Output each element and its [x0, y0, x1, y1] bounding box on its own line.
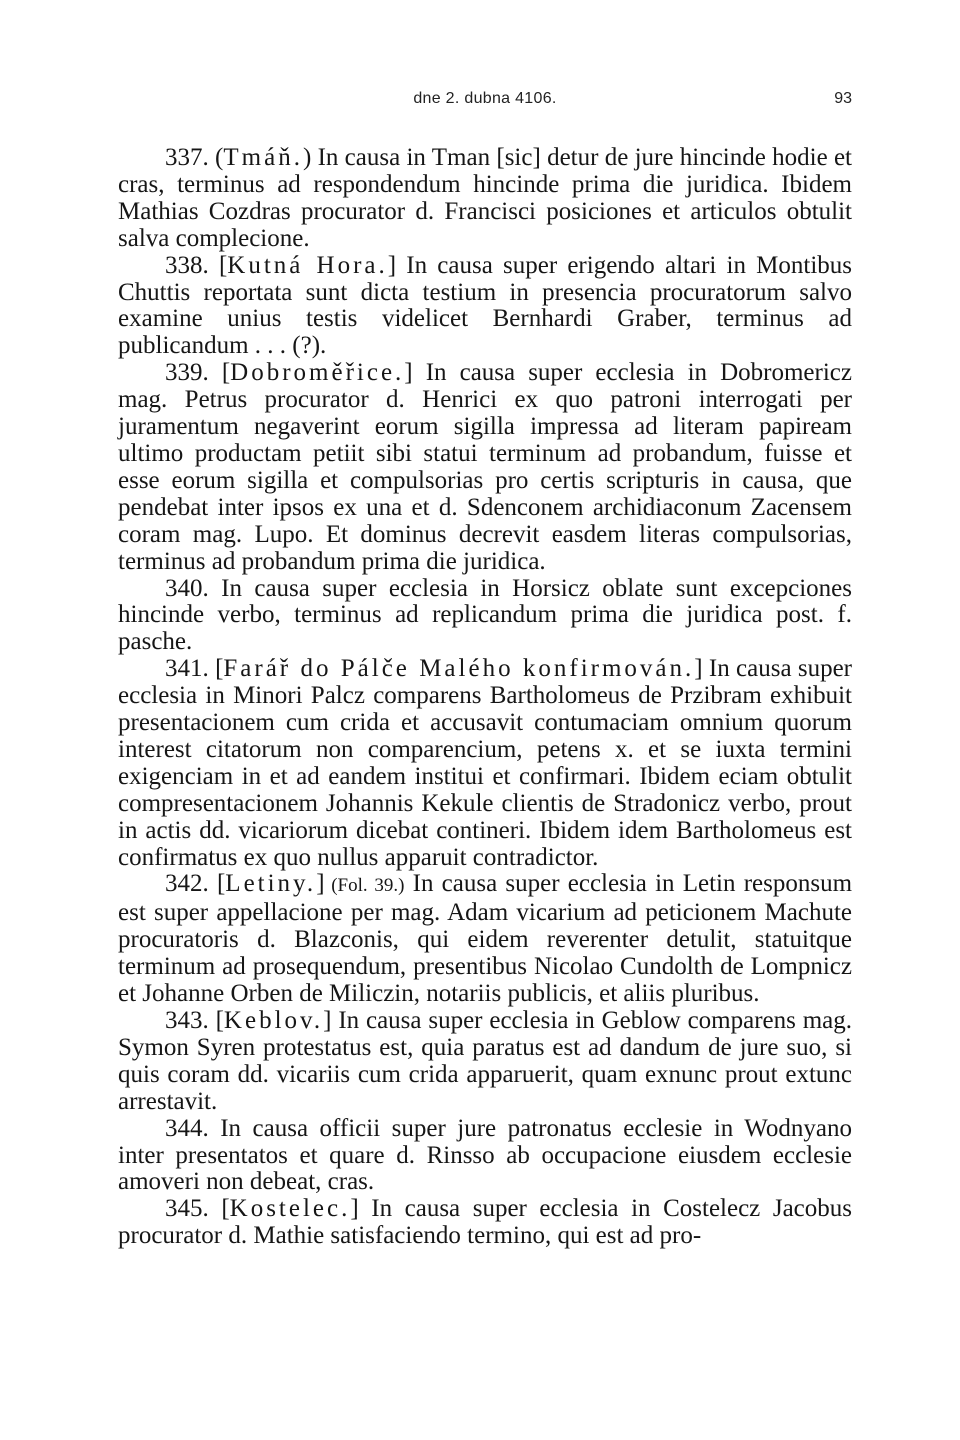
bracket-open: [: [221, 1195, 230, 1223]
locality-heading: Farář do Pálče Malého konfirmován.: [223, 655, 695, 683]
entry-341: [118, 656, 852, 871]
entry-text: In causa in Tman [sic] detur de jure hincinde hodie et cras, terminus ad respondendum hincinde prima die juridica. Ibidem Mathias Cozdras procurator d. Francisci posiciones et articulos obtulit salva complecione.: [118, 144, 853, 252]
entry-340: [118, 576, 852, 657]
entry-number: 340.: [165, 574, 209, 602]
locality-heading: Keblov.: [223, 1007, 324, 1034]
entry-number: 337.: [165, 144, 209, 171]
bracket-close: ]: [387, 251, 397, 279]
bracket-close: ]: [323, 1007, 332, 1034]
document-body: [118, 145, 852, 1250]
bracket-close: ]: [350, 1195, 359, 1223]
entry-text: In causa super erigendo altari in Montibus Chuttis reportata sunt dicta testium in presencia procuratorum salvo examine unius testis videlicet Bernhardi Graber, terminus ad publicandum . . . (?).: [118, 251, 853, 360]
bracket-open: [: [215, 655, 224, 683]
locality-heading: Kutná Hora.: [227, 251, 388, 279]
entry-number: 339.: [165, 359, 209, 387]
running-head: dne 2. dubna 4106.: [413, 90, 557, 107]
entry-text: In causa super ecclesia in Geblow comparens mag. Symon Syren protestatus est, quia paratus est ad dandum de jure suo, si quis coram dd. vicariis cum crida apparuerit, quam exnunc prout extunc arrestavit.: [118, 1007, 852, 1115]
bracket-open: [: [221, 359, 231, 387]
entry-number: 341.: [165, 655, 209, 683]
bracket-close: ]: [694, 655, 703, 683]
bracket-close: ]: [404, 359, 413, 387]
entry-343: [118, 1008, 852, 1116]
locality-heading: Dobroměřice.: [230, 359, 405, 387]
entry-text: In causa officii super jure patronatus ecclesie in Wodnyano inter presentatos et quare d. Rinsso ab occupacione eiusdem ecclesie amoveri non debeat, cras.: [118, 1114, 852, 1196]
entry-text: In causa super ecclesia in Costelecz Jacobus procurator d. Mathie satisfaciendo termino, qui est ad pro-: [118, 1195, 852, 1250]
entry-text: In causa super ecclesia in Letin responsum est super appellacione per mag. Adam vicarium ad peticionem Machute procuratoris d. Blazconis, qui eidem reverenter detulit, statuitque terminum ad prosequendum, presentibus Nicolao Cundolth de Lompnicz et Johanne Orben de Miliczin, notariis publicis, et aliis pluribus.: [118, 870, 853, 1008]
bracket-open: [: [218, 251, 228, 279]
page-number: 93: [834, 90, 852, 107]
entry-342: [118, 871, 852, 1008]
entry-338: [118, 253, 852, 361]
page-header: [118, 90, 852, 114]
entry-number: 343.: [165, 1007, 209, 1034]
locality-heading: Letiny.: [225, 870, 317, 898]
folio-reference: (Fol. 39.): [324, 875, 405, 897]
bracket-open: (: [215, 144, 224, 171]
entry-number: 342.: [165, 870, 209, 898]
bracket-close: ): [302, 144, 312, 171]
entry-337: [118, 145, 852, 253]
entry-number: 344.: [165, 1114, 209, 1142]
entry-344: [118, 1116, 852, 1197]
bracket-close: ]: [316, 870, 325, 898]
bracket-open: [: [216, 870, 226, 898]
entry-339: [118, 360, 852, 575]
entry-text: In causa super ecclesia in Minori Palcz comparens Bartholomeus de Przibram exhibuit presentacionem cum crida et accusavit contumaciam omnium quorum interest citatorum non comparencium, petens x. et se iuxta termini exigenciam in et ad eandem institui et confirmari. Ibidem eciam obtulit compresentacionem Johannis Kekule clientis de Stradonicz verbo, prout in actis dd. vicariorum dicebat contineri. Ibidem idem Bartholomeus est confirmatus ex quo nullus apparuit contradictor.: [118, 655, 853, 871]
entry-text: In causa super ecclesia in Horsicz oblate sunt excepciones hincinde verbo, terminus ad replicandum prima die juridica post. f. pasche.: [118, 574, 852, 656]
locality-heading: Tmáň.: [223, 144, 303, 171]
entry-text: In causa super ecclesia in Dobromericz mag. Petrus procurator d. Henrici ex quo patroni interrogati per juramentum negaverint eorum sigilla impressa ad literam papiream ultimo productam petiit sibi statui terminum ad probandum, fuisse et esse eorum sigilla et compulsorias pro certis scripturis in causa, que pendebat inter ipsos ex una et d. Sdenconem archidiaconum Zacensem coram mag. Lupo. Et dominus decrevit easdem literas compulsorias, terminus ad probandum prima die juridica.: [118, 359, 852, 575]
bracket-open: [: [215, 1007, 224, 1034]
locality-heading: Kostelec.: [229, 1195, 351, 1223]
entry-number: 338.: [165, 251, 209, 279]
entry-number: 345.: [165, 1195, 209, 1223]
entry-345: [118, 1196, 852, 1250]
